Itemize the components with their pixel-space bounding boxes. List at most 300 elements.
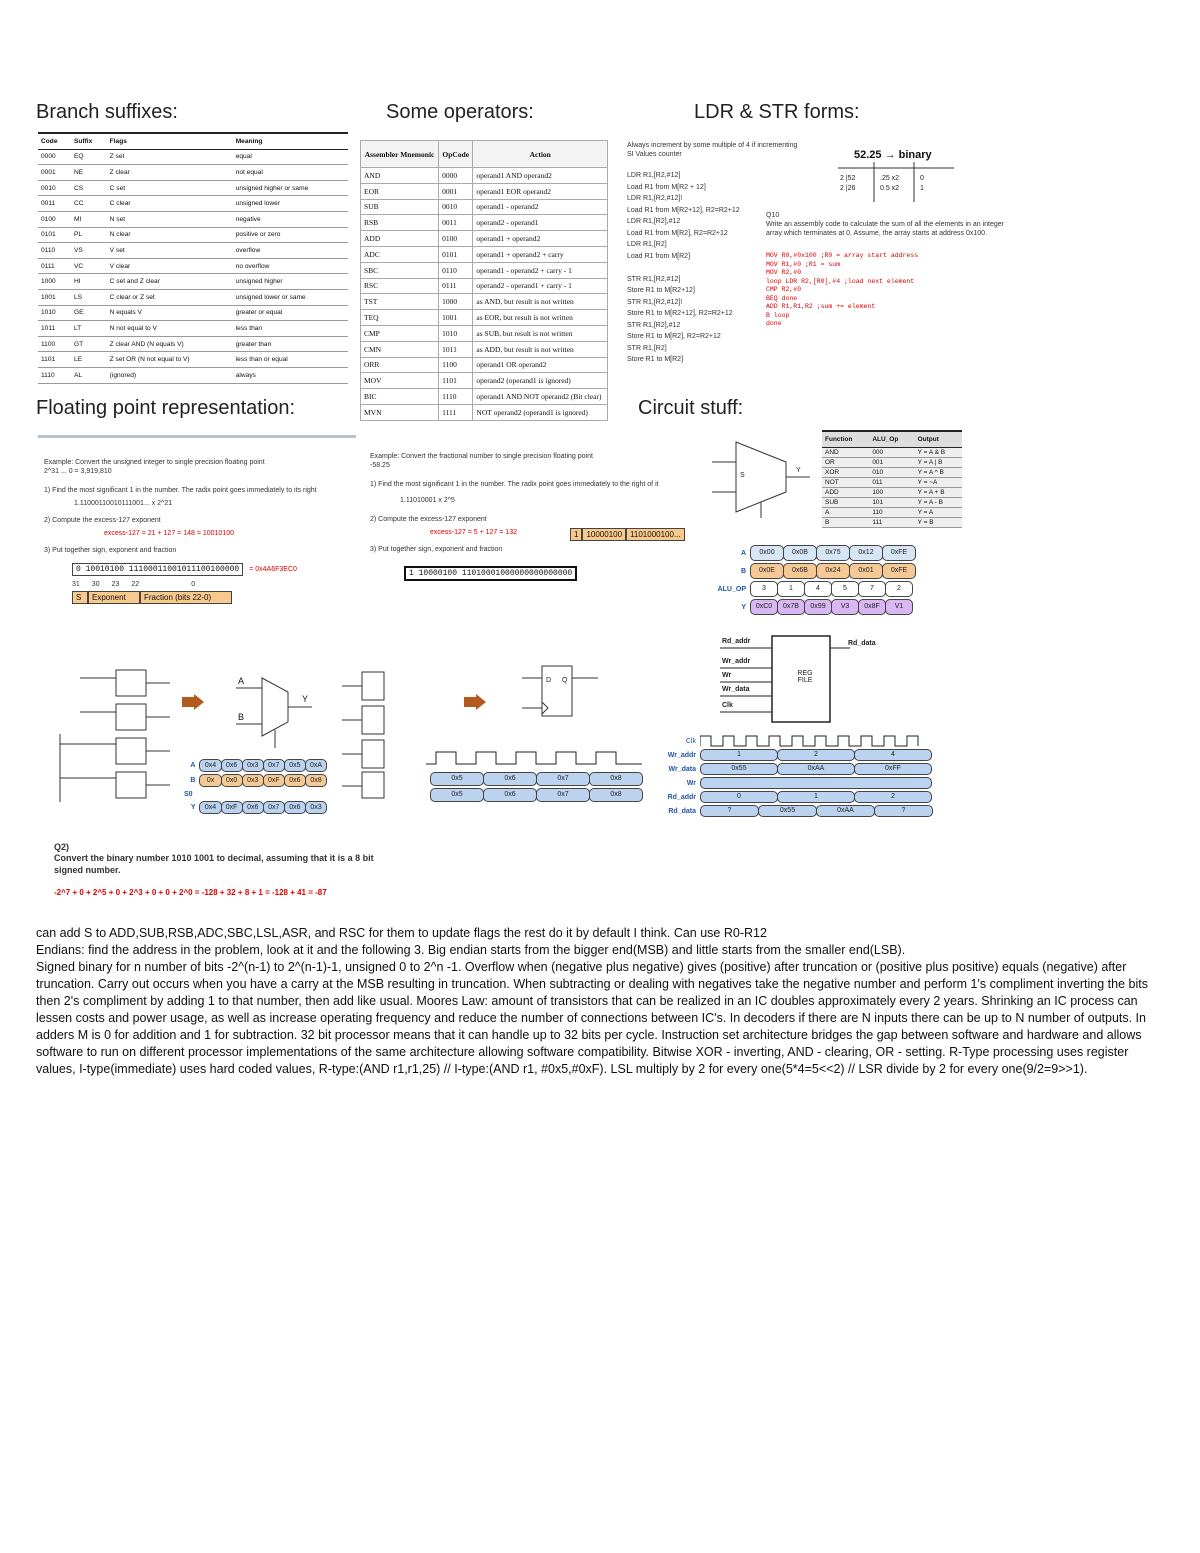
fp-left-bits: 0 10010100 11100011001011100100000 [72,563,243,576]
table-row [361,215,608,231]
branch-cell: unsigned higher or same [233,180,348,196]
table-row [38,165,348,181]
branch-cell: 0000 [38,149,71,165]
branch-cell: EQ [71,149,107,165]
task-code [766,252,1036,329]
wave-cell: 0x6 [284,801,306,814]
table-row [38,227,348,243]
ops-header-cell: Action [473,141,608,168]
ops-cell: operand2 - operand1 [473,215,608,231]
branch-cell: AL [71,367,107,383]
reg-in-wr-addr: Wr_addr [722,658,751,665]
table-row [38,367,348,383]
mux-wave-rows [184,758,326,815]
ops-cell: as EOR, but result is not written [473,310,608,326]
branch-cell: 1011 [38,321,71,337]
wave-row [184,758,326,773]
alu-cell: NOT [822,477,869,487]
fp-right-bits-row [404,562,680,580]
alu-cell: Y = A + B [915,487,962,497]
fp-right [370,452,680,580]
wave-label: Rd_data [668,807,696,815]
wave-cell: 4 [854,749,932,761]
wave-cell: 0x0B [783,545,817,561]
ops-cell: 0000 [439,168,473,184]
field-fraction: Fraction (bits 22-0) [140,591,232,604]
ops-header-cell: Assembler Mnemonic [361,141,439,168]
branch-cell: LT [71,321,107,337]
wave-cell: 0x12 [849,545,883,561]
ldr-task [766,211,1036,329]
reg-in-wr-data: Wr_data [722,686,750,693]
ff-waveform [426,750,642,803]
mux-icon [706,432,816,522]
fp-left-step2-value: excess-127 = 21 + 127 = 148 = 10010100 [104,530,234,537]
wave-label: B [190,777,196,784]
table-row [38,243,348,259]
wave-row [656,776,936,790]
wave-cell: 0x5 [430,772,484,786]
ldr-line: STR R1,[R2,#12]! [627,298,683,306]
svg-text:0: 0 [920,175,924,182]
ldr-line: LDR R1,[R2,#12] [627,172,681,179]
ldr-line: STR R1,[R2] [627,344,667,352]
table-row [822,517,962,527]
wave-cell: V1 [885,599,913,615]
wave-cell: 0xC0 [750,599,778,615]
ldr-line: LDR R1,[R2] [627,241,667,248]
field-fraction: 1101000100... [626,528,685,541]
ops-cell: as SUB, but result is not written [473,325,608,341]
fp-left-step3: 3) Put together sign, exponent and fraction [44,547,177,554]
wave-cell: 0xAA [777,763,855,775]
wave-cell: 1 [777,791,855,803]
table-row [38,196,348,212]
table-row [38,305,348,321]
heading-operators: Some operators: [386,101,534,123]
alu-cell: OR [822,457,869,467]
alu-cell: 111 [869,517,914,527]
branch-cell: CC [71,196,107,212]
wave-cell: 2 [777,749,855,761]
table-row [361,325,608,341]
ops-cell: operand1 EOR operand2 [473,183,608,199]
ops-cell: 0011 [439,215,473,231]
wave-cell: 0x5 [430,788,484,802]
branch-cell: 1110 [38,367,71,383]
wave-cell: 0xFF [854,763,932,775]
alu-waveform [706,544,926,616]
branch-cell: N clear [107,227,233,243]
q2-block [54,842,404,897]
fp-left-number: 2^31 ... 0 = 3,919,810 [44,468,112,475]
table-row [361,404,608,420]
svg-text:D: D [546,677,552,684]
branch-cell: 0100 [38,211,71,227]
heading-ldr: LDR & STR forms: [694,101,860,123]
reg-in-rd-addr: Rd_addr [722,638,751,645]
branch-cell: VC [71,258,107,274]
branch-cell: N set [107,211,233,227]
alu-cell: ADD [822,487,869,497]
ops-table [360,140,608,421]
wave-label: ALU_OP [717,585,746,593]
mux-gate-diagram [706,432,816,527]
ops-cell: 0100 [439,231,473,247]
table-row [361,199,608,215]
ops-cell: operand1 + operand2 [473,231,608,247]
ldr-line: Load R1 from M[R2+12], R2=R2+12 [627,206,740,214]
ops-cell: 0010 [439,199,473,215]
branch-cell: always [233,367,348,383]
alu-cell: 110 [869,507,914,517]
code-line: BEQ done [766,294,798,302]
wave-cell: ? [874,805,933,817]
branch-cell: PL [71,227,107,243]
branch-cell: CS [71,180,107,196]
ops-cell: ADD [361,231,439,247]
fp-right-step2-value: excess-127 = 5 + 127 = 132 [430,529,517,536]
wave-label: A [190,762,196,769]
ldr-line: Load R1 from M[R2 + 12] [627,183,706,191]
reg-in-clk: Clk [722,702,733,709]
wave-cell: 0xA [305,759,327,772]
q2-answer: -2^7 + 0 + 2^5 + 0 + 2^3 + 0 + 0 + 2^0 = -128 + 32 + 8 + 1 = -128 + 41 = -87 [54,888,327,897]
branch-cell: 0110 [38,243,71,259]
code-line: ADD R1,R1,R2 ;sum += element [766,303,876,310]
ops-cell: SUB [361,199,439,215]
ops-cell: operand1 AND operand2 [473,168,608,184]
field-exponent: 10000100 [582,528,626,541]
svg-text:Y: Y [302,694,309,704]
notes-paragraph [36,925,1164,1078]
arrow-right-icon [182,694,204,715]
ops-cell: NOT operand2 (operand1 is ignored) [473,404,608,420]
wave-cell: 0x [199,774,221,787]
branch-cell: C set [107,180,233,196]
table-row [361,183,608,199]
branch-cell: N not equal to V [107,321,233,337]
wave-cell: 0x55 [758,805,817,817]
hand-note-sketch [834,144,964,206]
table-row [361,294,608,310]
mux-small-diagram [232,672,322,757]
branch-cell: V clear [107,258,233,274]
wave-row [656,748,936,762]
task-title: Q10 [766,212,780,219]
alu-cell: 100 [869,487,914,497]
wave-label: Wr_addr [667,751,696,759]
reg-file-label: REG FILE [797,670,813,684]
wave-cell: 5 [831,581,859,597]
branch-cell: GT [71,336,107,352]
ldr-line: STR R1,[R2,#12] [627,275,681,283]
alu-header-cell: Function [822,431,869,447]
table-row [38,352,348,368]
svg-text:Q: Q [562,677,568,684]
wave-cell: 0x99 [804,599,832,615]
branch-cell: V set [107,243,233,259]
ff-clock-wave [426,750,642,766]
notes-line: Endians: find the address in the problem, look at it and the following 3. Big endian starts from the bigger end(MSB) and little starts from the smaller end(LSB). [36,943,906,957]
svg-text:S: S [740,472,745,479]
svg-text:Y: Y [796,467,801,474]
bit-label: 23 [111,581,120,588]
branch-cell: 1000 [38,274,71,290]
ops-cell: 1110 [439,389,473,405]
notes-line: Signed binary for n number of bits -2^(n-1) to 2^(n-1)-1, unsigned 0 to 2^n -1. Overflow when (negative plus negative) gives (positive) after truncation or (positive plus positive) equals (negative) after truncation. Carry out occurs when you have a carry at the MSB resulting in truncation. When subtracting or dealing with negatives take the negative number and perform 1's compliment inverting the bits then 2's compliment by adding 1 to that number, then add like usual. Moores Law: amount of transistors that can be realized in an IC doubles approximately every 2 years. Shrinking an IC process can lessen costs and power usage, as well as increase operating frequency and reduce the number of connections between IC's. In decoders if there are N inputs there can be up to N number of outputs. In adders M is 0 for addition and 1 for subtraction. 32 bit processor means that it can handle up to 32 bits per cycle. Instruction set architecture bridges the gap between software and hardware and allows software to run on different processor implementations of the same architecture allowing software compatibility. Bitwise XOR - inverting, AND - clearing, OR - setting. R-Type processing uses register values, I-type(immediate) uses hard coded values, R-type:(AND r1,r1,25) // I-type:(AND r1, #0x5,#0xF). LSL multiply by 2 for every one(5*4=5<<2) // LSR divide by 2 for every one(9/2=9>>1). [36,960,1148,1076]
branch-cell: LE [71,352,107,368]
wave-cell: 0x8 [589,772,643,786]
table-row [822,447,962,457]
ops-cell: TEQ [361,310,439,326]
table-row [38,336,348,352]
ops-cell: CMP [361,325,439,341]
table-row [822,507,962,517]
ops-cell: TST [361,294,439,310]
table-row [38,321,348,337]
svg-text:2 |52: 2 |52 [840,175,856,182]
wave-cell: 4 [804,581,832,597]
wave-row [656,804,936,818]
svg-text:.25 x2: .25 x2 [880,175,900,182]
ops-cell: 1101 [439,373,473,389]
wave-cell: 0x75 [816,545,850,561]
reg-in-wr: Wr [722,672,732,679]
wave-label: Clk [685,737,696,745]
ops-header-cell: OpCode [439,141,473,168]
heading-circuit: Circuit stuff: [638,397,744,419]
ldr-line: Store R1 to M[R2], R2=R2+12 [627,333,721,340]
branch-cell: 0010 [38,180,71,196]
wave-label: Wr [686,779,696,787]
wave-row [706,598,926,616]
alu-cell: 010 [869,467,914,477]
fp-left-bits-row [72,563,354,576]
wave-cell: 0x3 [305,801,327,814]
branch-cell: less than [233,321,348,337]
ops-table-wrap [360,140,608,421]
mux-waveform [184,758,326,815]
wave-cell: 0x6 [483,772,537,786]
bit-label: 30 [91,581,100,588]
alu-cell: Y = ~A [915,477,962,487]
wave-cell: 0x4 [199,801,221,814]
branch-cell: equal [233,149,348,165]
fp-right-number: -58.25 [370,462,390,469]
branch-cell: 1101 [38,352,71,368]
branch-cell: unsigned lower or same [233,289,348,305]
wave-cell: 2 [854,791,932,803]
branch-cell: Z clear AND (N equals V) [107,336,233,352]
fp-left-step1: 1) Find the most significant 1 in the number. The radix point goes immediately to its right [44,487,317,494]
ff-wave-rows [426,771,642,803]
reg-wave-rows [656,734,936,818]
code-line: CMP R2,#0 [766,286,802,293]
wave-cell: 0xAA [816,805,875,817]
wave-cell: 0x7 [536,772,590,786]
wave-row [184,788,326,800]
ops-cell: RSC [361,278,439,294]
ldr-intro-2: SI Values counter [627,151,682,158]
ops-cell: 1000 [439,294,473,310]
wave-row [426,787,642,803]
heading-branch: Branch suffixes: [36,101,178,123]
svg-text:1: 1 [920,185,924,192]
wave-row [184,773,326,788]
branch-cell: GE [71,305,107,321]
ops-cell: operand1 - operand2 [473,199,608,215]
branch-cell: greater than [233,336,348,352]
wave-cell: 0x7 [263,801,285,814]
wave-cell: 0x3 [242,759,264,772]
branch-cell: (ignored) [107,367,233,383]
table-row [361,310,608,326]
ops-cell: ORR [361,357,439,373]
table-row [361,168,608,184]
branch-header-cell: Flags [107,133,233,149]
table-row [361,231,608,247]
table-row [822,457,962,467]
wave-row [706,562,926,580]
wave-cell: 0xFE [882,545,916,561]
branch-table-wrap [38,132,348,384]
fp-right-step3: 3) Put together sign, exponent and fraction [370,546,503,553]
wave-cell: 0x7 [263,759,285,772]
wave-cell: 0x6 [483,788,537,802]
fp-left-step1-value: 1.11000110010111001... x 2^21 [74,500,173,507]
alu-header-cell: Output [915,431,962,447]
wave-cell: 1 [777,581,805,597]
ops-cell: EOR [361,183,439,199]
table-row [38,180,348,196]
branch-cell: unsigned higher [233,274,348,290]
branch-cell: C clear [107,196,233,212]
ops-cell: as AND, but result is not written [473,294,608,310]
ldr-line: LDR R1,[R2,#12]! [627,195,683,202]
branch-cell: MI [71,211,107,227]
fp-left [44,458,354,604]
svg-text:0.5 x2: 0.5 x2 [880,185,900,192]
table-row [822,497,962,507]
ldr-line: Load R1 from M[R2], R2=R2+12 [627,229,728,237]
ops-cell: AND [361,168,439,184]
fp-right-intro: Example: Convert the fractional number to single precision floating point [370,453,593,460]
fp-left-step2: 2) Compute the excess-127 exponent [44,517,161,524]
ops-cell: 0111 [439,278,473,294]
branch-cell: greater or equal [233,305,348,321]
gate-column-icon [338,668,398,802]
wave-cell: 0xF [221,801,243,814]
bit-label: 31 [72,581,80,588]
reg-waveform [656,734,936,818]
wave-cell: 0 [700,791,778,803]
hand-note [834,144,964,206]
wave-cell: V3 [831,599,859,615]
svg-text:B: B [238,712,245,722]
alu-cell: Y = A ^ B [915,467,962,477]
gate-network-diagram [40,664,180,813]
fp-right-step1-value: 1.11010001 x 2^5 [400,497,455,504]
task-text-1: Write an assembly code to calculate the sum of all the elements in an integer [766,221,1004,228]
code-line: done [766,320,782,327]
q2-title: Q2) [54,842,70,852]
branch-cell: 0011 [38,196,71,212]
table-row [38,258,348,274]
wave-label: A [740,549,746,557]
wave-cell: 0x4 [199,759,221,772]
ldr-line: LDR R1,[R2],#12 [627,218,681,225]
ldr-line: Store R1 to M[R2+12], R2=R2+12 [627,310,733,317]
alu-header-cell: ALU_Op [869,431,914,447]
table-row [822,477,962,487]
branch-cell: Z set [107,149,233,165]
table-row [38,289,348,305]
wave-cell: 0x00 [750,545,784,561]
wave-label: Wr_data [668,765,696,773]
table-row [822,467,962,477]
branch-cell: unsigned lower [233,196,348,212]
code-line: B loop [766,311,790,319]
branch-cell: Z clear [107,165,233,181]
table-row [361,341,608,357]
ops-cell: 1011 [439,341,473,357]
svg-text:A: A [238,676,245,686]
wave-cell: 0x6 [284,774,306,787]
ops-cell: ADC [361,246,439,262]
gate-column-diagram [338,668,398,807]
task-text-2: array which terminates at 0. Assume, the array starts at address 0x100. [766,230,987,237]
wave-row [706,544,926,562]
alu-table-wrap [822,430,962,528]
wave-cell: 1 [700,749,778,761]
alu-cell: Y = A [915,507,962,517]
mux-small-icon [232,672,322,752]
ops-cell: operand2 (operand1 is ignored) [473,373,608,389]
branch-header-cell: Meaning [233,133,348,149]
ops-cell: operand1 + operand2 + carry [473,246,608,262]
ops-cell: BIC [361,389,439,405]
branch-cell: 1100 [38,336,71,352]
wave-cell: 0x6 [242,801,264,814]
wave-row [656,790,936,804]
code-line: MOV R2,#0 [766,269,802,276]
alu-cell: 011 [869,477,914,487]
arrow-right-icon [464,694,486,715]
branch-cell: 0001 [38,165,71,181]
fp-left-bit-labels [72,580,354,589]
bit-label: 0 [191,581,196,588]
wave-cell: 7 [858,581,886,597]
branch-header-cell: Code [38,133,71,149]
notes-line: can add S to ADD,SUB,RSB,ADC,SBC,LSL,ASR, and RSC for them to update flags the rest do it by default I think. Can use R0-R12 [36,926,767,940]
ops-cell: 1001 [439,310,473,326]
wave-cell: 0x5 [284,759,306,772]
fp-left-intro: Example: Convert the unsigned integer to single precision floating point [44,459,265,466]
wave-cell: 2 [885,581,913,597]
ldr-line: Load R1 from M[R2] [627,252,691,260]
alu-cell: A [822,507,869,517]
fp-right-bits: 1 10000100 11010001000000000000000 [404,566,577,581]
ops-cell: 0001 [439,183,473,199]
fp-left-fields [72,591,354,604]
bit-label: 22 [131,581,140,588]
alu-cell: Y = A - B [915,497,962,507]
wave-cell: 0x7B [777,599,805,615]
wave-label: Y [741,603,746,611]
ops-cell: 1111 [439,404,473,420]
branch-cell: VS [71,243,107,259]
